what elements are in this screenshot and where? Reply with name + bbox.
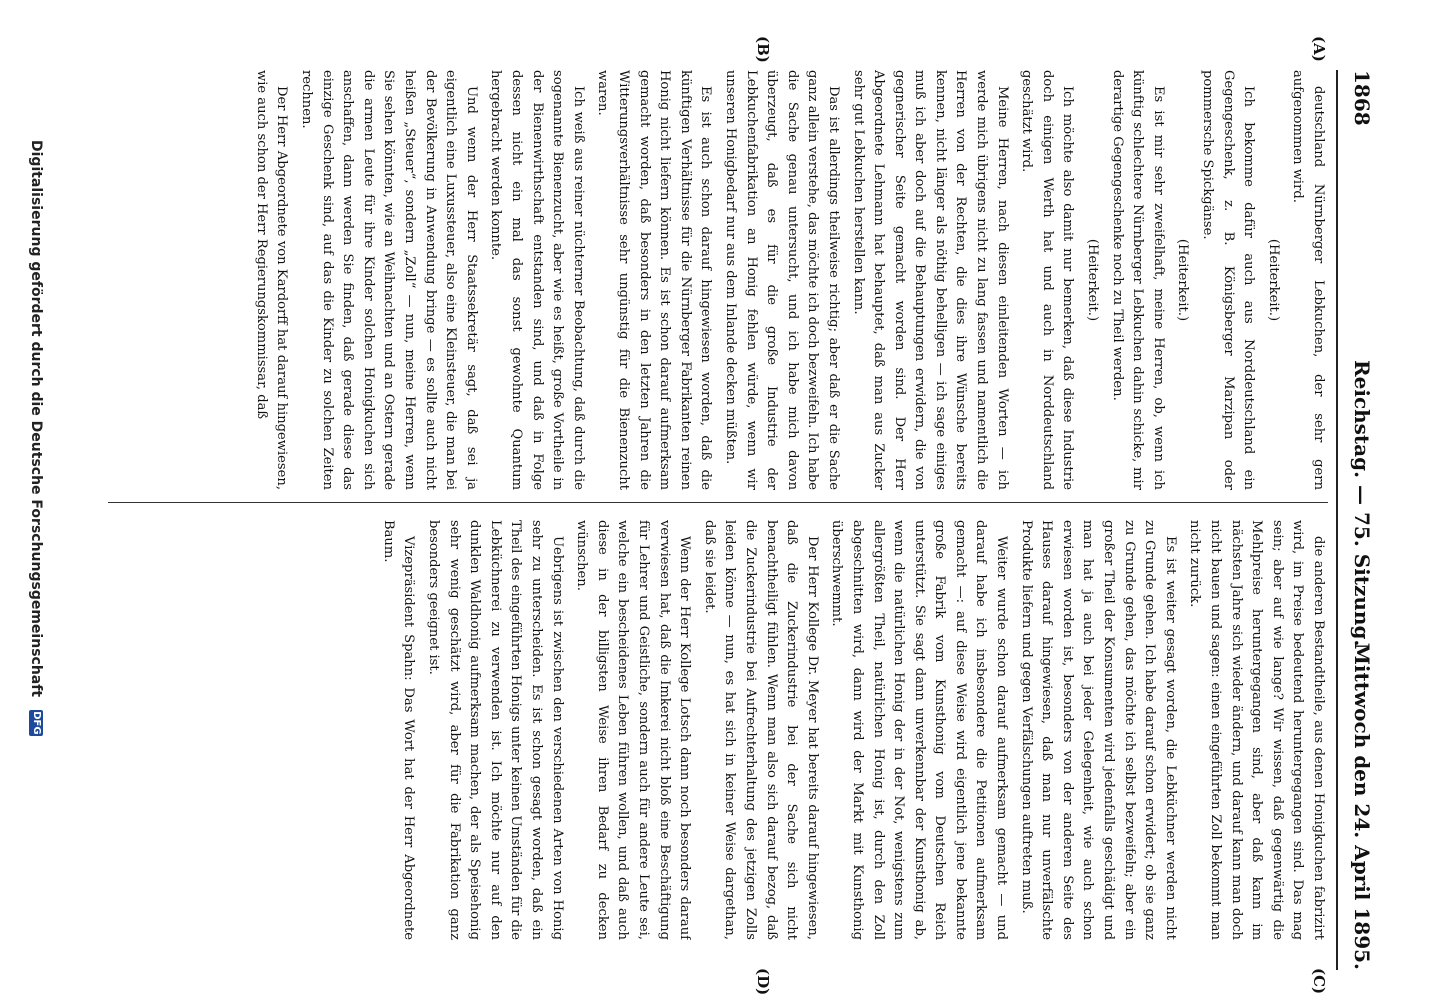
paragraph: Ich bekomme dafür auch aus Norddeutschland ein Gegengeschenk, z. B. Königsberger Marzipan oder pommersche Spickgänse. [1200, 70, 1257, 490]
paragraph: Das ist allerdings theilweise richtig; aber daß er die Sache ganz allein verstehe, das möchte ich doch bezweifeln. Ich habe die Sache genau untersucht, und ich habe mich davon überzeugt, daß es für die große Industrie der Lebkuchenfabrikation an Honig fehlen würde, wenn wir unseren Honigbedarf nur aus dem Inlande decken müßten. [722, 70, 841, 490]
paragraph: deutschland Nürnberger Lebkuchen, der sehr gern aufgenommen wird. [1290, 70, 1326, 490]
margin-mark-d: (D) [754, 968, 772, 996]
paragraph: Der Herr Kollege Dr. Meyer hat bereits darauf hingewiesen, daß die Zuckerindustrie bei der Sache sich nicht benachtheiligt fühlen. Wenn man also sich darauf bezog, daß die Zuckerindustrie bei Aufrechterhaltung des jetzigen Zolls leiden könne — nun, es hat sich in keiner Weise dargethan, daß sie leidet. [701, 520, 820, 940]
digitization-footer [28, 140, 44, 736]
paragraph: (Heiterkeit.) [1085, 238, 1101, 322]
paragraph: Es ist mir sehr zweifelhaft, meine Herren, ob, wenn ich künftig schlechtere Nürnberger Lebkuchen dahin schicke, mir derartige Gegengeschenke noch zu Theil werden. [1109, 70, 1166, 490]
header-date: Mittwoch den 24. April 1895. [1350, 642, 1374, 970]
footer-text: Digitalisierung gefördert durch die Deutsche Forschungsgemeinschaft [28, 140, 44, 698]
margin-mark-a: (A) [1310, 36, 1328, 62]
page-header [1336, 70, 1382, 970]
paragraph: Wenn der Herr Kollege Lotsch dann noch besonders darauf verwiesen hat, daß die Imkerei nicht bloß eine Beschäftigung für Lehrer und Geistliche, sondern auch für andere Leute sei, welche ein bescheidenes Leben führen wollen, und daß auch diese in der billigsten Weise ihren Bedarf zu decken wünschen. [574, 520, 693, 940]
dfg-logo: DFG [31, 711, 42, 735]
paragraph: Es ist weiter gesagt worden, die Lebküchner werden nicht zu Grunde gehen. Ich habe darauf schon erwidert; ob sie ganz zu Grunde gehen, das möchte ich selbst bezweifeln; aber ein großer Theil der Konsumenten wird jedenfalls geschädigt und man hat ja auch bei jeder Gelegenheit, wie auch schon erwiesen worden ist, besonders von der anderen Seite des Hauses darauf hingewiesen, daß man nur unverfälschte Produkte liefern und gegen Verfälschungen auftreten muß. [1018, 520, 1178, 940]
paragraph: die anderen Bestandtheile, aus denen Honigkuchen fabrizirt wird, im Preise bedeutend heruntergegangen sind. Das mag sein; aber auf wie lange? Wir wissen, daß gegenwärtig die Mehlpreise heruntergegangen sind, aber daß kann im nächsten Jahre sich wieder ändern, und darauf kann man doch nicht bauen und sagen: einen eingeführten Zoll bekommt man nicht zurück. [1187, 520, 1326, 940]
text-column-right [108, 520, 1328, 940]
margin-mark-b: (B) [754, 36, 772, 63]
margin-mark-c: (C) [1310, 968, 1328, 995]
paragraph: Der Herr Abgeordnete von Kardorff hat darauf hingewiesen, wie auch schon der Herr Regierungskommissar, daß [253, 70, 290, 490]
paragraph: Uebrigens ist zwischen den verschiedenen Arten von Honig sehr zu unterscheiden. Es ist schon gesagt worden, daß ein Theil des eingeführten Honigs unter keinen Umständen für die Lebküchnerei zu verwenden ist. Ich möchte nur auf den dunklen Waldhonig aufmerksam machen, der als Speisehonig sehr wenig geschätzt wird, aber für die Fabrikation ganz besonders geeignet ist. [426, 520, 565, 940]
paragraph: Es ist auch schon darauf hingewiesen worden, daß die künftigen Verhältnisse für die Nürnberger Fabrikanten reinen Honig nicht liefern können. Es ist schon darauf aufmerksam gemacht worden, daß besonders in den letzten Jahren die Witterungsverhältnisse sehr ungünstig für die Bienenzucht waren. [595, 70, 714, 490]
text-column-left [108, 70, 1328, 490]
paragraph: Weiter wurde schon darauf aufmerksam gemacht — und darauf habe ich insbesondere die Petitionen aufmerksam gemacht —: auf diese Weise wird eigentlich jene bekannte große Fabrik vom Kunsthonig vom Deutschen Reich unterstützt. Sie sagt dann unverkennbar der Kunsthonig ab, wenn die natürlichen Honig der in der Not, wenigstens zum allergrößten Theil, natürlichen Honig ist, durch den Zoll abgeschnitten wird, dann wird der Markt mit Kunsthonig überschwemmt. [829, 520, 1010, 940]
paragraph: (Heiterkeit.) [1175, 238, 1191, 322]
column-divider [108, 502, 1328, 503]
paragraph: (Heiterkeit.) [1265, 238, 1281, 322]
header-title: Reichstag. — 75. Sitzung. [1350, 360, 1374, 647]
paragraph: Ich weiß aus reiner nüchterner Beobachtung, daß durch die sogenannte Bienenzucht, aber wie es heißt, große Vortheile in der Bienenwirthschaft entstanden sind, und daß in Folge dessen nicht ein mal das sonst gewohnte Quantum hergebracht werden konnte. [488, 70, 586, 490]
paragraph: Und wenn der Herr Staatssekretär sagt, daß sei ja eigentlich eine Luxussteuer, also eine Kleinsteuer, die man bei der Bevölkerung in Anwendung bringe — es sollte auch nicht heißen „Steuer“, sondern „Zoll“ — nun, meine Herren, wenn Sie sehen könnten, wie an Weihnachten und an Ostern gerade die armen Leute für ihre Kinder solchen Honigkuchen sich anschaffen, dann werden Sie finden, daß gerade diese das einzige Geschenk sind, auf das die Kinder zu solchen Zeiten rechnen. [299, 70, 479, 490]
paragraph: Vizepräsident Spahn: Das Wort hat der Herr Abgeordnete Baum. [380, 520, 417, 940]
paragraph: Ich möchte also damit nur bemerken, daß diese Industrie doch einigen Werth hat und auch in Norddeutschland geschätzt wird. [1019, 70, 1076, 490]
page-number: 1868 [1350, 70, 1374, 126]
paragraph: Meine Herren, nach diesen einleitenden Worten — ich werde mich übrigens nicht zu lang fassen und namentlich die Herren von der Rechten, die dies ihre Wünsche bereits kennen, nicht länger als nöthig behelligen — ich sage einiges muß ich aber doch auf die Behauptungen erwidern, die von gegnerischer Seite gemacht worden sind. Der Herr Abgeordnete Lehmann hat behauptet, daß man aus Zucker sehr gut Lebkuchen herstellen kann. [850, 70, 1010, 490]
